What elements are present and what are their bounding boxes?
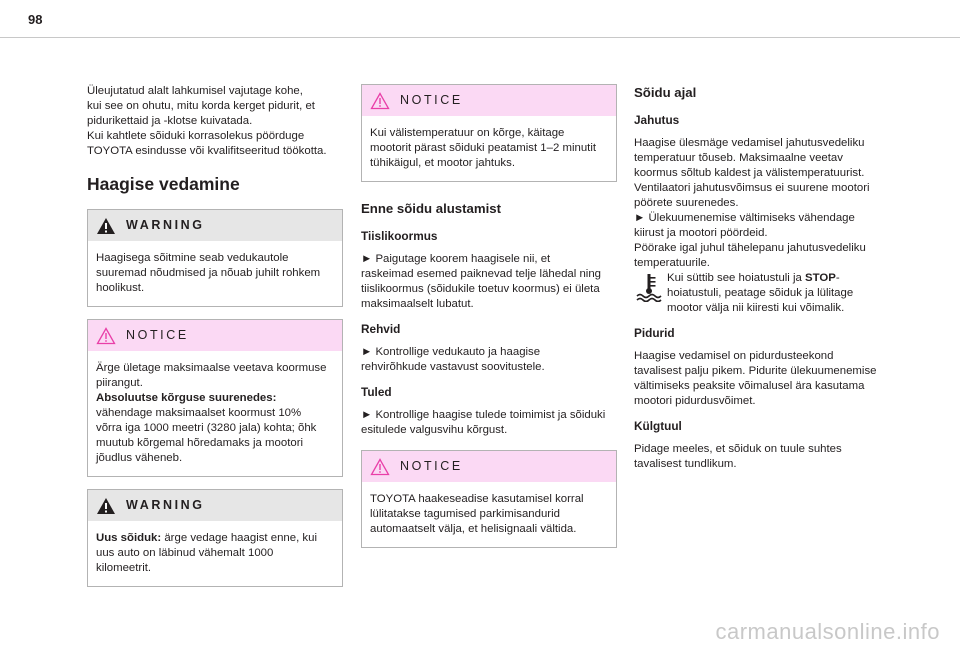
text-line: ► Kontrollige vedukauto ja haagise — [361, 346, 541, 358]
text-line: jõudlus väheneb. — [96, 452, 183, 464]
text-line: Haagisega sõitmine seab vedukautole — [96, 252, 289, 264]
text-line: tavalisest tundlikum. — [634, 458, 737, 470]
section-heading-before-driving: Enne sõidu alustamist — [361, 201, 501, 216]
text-line: Haagise ülesmäge vedamisel jahutusvedeliku — [634, 137, 865, 149]
warning-title: WARNING — [126, 498, 205, 512]
notice-box-body — [88, 351, 342, 476]
text-line: Kui kahtlete sõiduki korrasolekus pöörduge — [87, 130, 305, 142]
warning-box-body — [88, 521, 342, 586]
text-line: tühikäigul, et mootor jahtuks. — [370, 157, 515, 169]
text-line: ärge vedage haagist enne, kui — [161, 532, 317, 544]
page-number: 98 — [28, 12, 43, 27]
text-line: rehvirõhkude vastavust soovitustele. — [361, 361, 545, 373]
bold-text: Absoluutse kõrguse suurenedes: — [96, 392, 277, 404]
coolant-temperature-icon — [634, 272, 664, 302]
text-line: mootorit pärast sõiduki peatamist 1–2 minutit — [370, 142, 597, 154]
text-line: ► Paigutage koorem haagisele nii, et — [361, 253, 551, 265]
warning-box — [87, 209, 343, 307]
text-line: vähendage maksimaalset koormust 10% — [96, 407, 302, 419]
column-left — [87, 84, 343, 599]
section-heading-towing: Haagise vedamine — [87, 174, 240, 194]
text-line: kilomeetrit. — [96, 562, 152, 574]
text-line: võrra iga 1000 meetri (3280 jala) kohta; õhk — [96, 422, 317, 434]
text-line: suuremad nõudmised ja nõuab juhilt rohkem — [96, 267, 321, 279]
notice-box — [361, 450, 617, 548]
notice-title: NOTICE — [400, 93, 463, 107]
text-line: TOYOTA haakeseadise kasutamisel korral — [370, 493, 584, 505]
coolant-warning-paragraph — [634, 271, 890, 316]
notice-box-header — [88, 320, 342, 351]
text-line: ► Kontrollige haagise tulede toimimist ja sõiduki — [361, 409, 606, 421]
text-line: pöörete suurenedes. — [634, 197, 739, 209]
paragraph — [361, 345, 617, 375]
warning-triangle-icon — [96, 217, 116, 235]
text-line: kui see on ohutu, mitu korda kerget pidurit, et — [87, 100, 315, 112]
text-line: uus auto on läbinud vähemalt 1000 — [96, 547, 274, 559]
text-line: lülitatakse tagumised parkimisandurid — [370, 508, 560, 520]
text-line: Ärge ületage maksimaalse veetava koormuse — [96, 362, 327, 374]
header-divider — [0, 37, 960, 38]
subheading-brakes: Pidurid — [634, 326, 675, 340]
text-line: esitulede valgusvihu kõrgust. — [361, 424, 508, 436]
subheading-lights: Tuled — [361, 385, 392, 399]
notice-box-header — [362, 85, 616, 116]
text-line: Kui välistemperatuur on kõrge, käitage — [370, 127, 565, 139]
warning-box-header — [88, 490, 342, 521]
column-right — [634, 84, 890, 482]
text-line: automaatselt välja, et helisignaali vältida. — [370, 523, 577, 535]
text-line: Pöörake igal juhul tähelepanu jahutusvedeliku — [634, 242, 866, 254]
text-line: vältimiseks peaksite võimalusel ära kasutama — [634, 380, 865, 392]
subheading-tongue-load: Tiislikoormus — [361, 229, 438, 243]
text-line: maksimaalselt lubatut. — [361, 298, 474, 310]
text-line: tiislikoormus (sõidukile toetuv koormus) ei ületa — [361, 283, 600, 295]
warning-triangle-icon — [96, 497, 116, 515]
notice-box — [87, 319, 343, 477]
text-line: piduri​kettaid ja -klotse kuivatada. — [87, 115, 253, 127]
notice-box-body — [362, 116, 616, 181]
paragraph — [634, 442, 890, 472]
paragraph — [634, 349, 890, 409]
text-line: - — [835, 272, 840, 284]
warning-box-body — [88, 241, 342, 306]
intro-paragraph — [87, 84, 343, 159]
text-line: Kui süttib see hoiatustuli ja — [667, 272, 806, 284]
notice-triangle-icon — [96, 327, 116, 345]
text-line: koormus sõltub kaldest ja välistemperatuurist. — [634, 167, 865, 179]
text-line: raskeimad esemed paiknevad telje lähedal ning — [361, 268, 601, 280]
notice-title: NOTICE — [126, 328, 189, 342]
bold-text: Uus sõiduk: — [96, 532, 162, 544]
subheading-crosswind: Külgtuul — [634, 419, 682, 433]
subheading-tyres: Rehvid — [361, 322, 401, 336]
section-heading-while-driving: Sõidu ajal — [634, 85, 697, 100]
text-line: mootor välja nii kiiresti kui võimalik. — [667, 302, 845, 314]
watermark: carmanualsonline.info — [715, 619, 940, 644]
text-line: hoolikust. — [96, 282, 145, 294]
text-line: TOYOTA esindusse või kvalifitseeritud töökotta. — [87, 145, 327, 157]
text-line: Üleujutatud alalt lahkumisel vajutage kohe, — [87, 85, 303, 97]
column-middle — [361, 84, 617, 560]
text-line: Pidage meeles, et sõiduk on tuule suhtes — [634, 443, 842, 455]
paragraph — [361, 252, 617, 312]
notice-title: NOTICE — [400, 459, 463, 473]
paragraph — [634, 136, 890, 271]
paragraph — [361, 408, 617, 438]
text-line: Ventilaatori jahutusvõimsus ei suurene mootori — [634, 182, 870, 194]
text-line: ► Ülekuumenemise vältimiseks vähendage — [634, 212, 855, 224]
warning-box — [87, 489, 343, 587]
text-line: temperatuur tõuseb. Maksimaalne veetav — [634, 152, 843, 164]
text-line: piirangut. — [96, 377, 143, 389]
warning-box-header — [88, 210, 342, 241]
stop-label: STOP — [805, 272, 836, 284]
text-line: hoiatustuli, peatage sõiduk ja lülitage — [667, 287, 854, 299]
text-line: Haagise vedamisel on pidurdusteekond — [634, 350, 834, 362]
notice-box-header — [362, 451, 616, 482]
subheading-cooling: Jahutus — [634, 113, 680, 127]
warning-title: WARNING — [126, 218, 205, 232]
notice-triangle-icon — [370, 92, 390, 110]
notice-box — [361, 84, 617, 182]
notice-box-body — [362, 482, 616, 547]
text-line: kiirust ja mootori pöördeid. — [634, 227, 768, 239]
notice-triangle-icon — [370, 458, 390, 476]
text-line: muutub kõrgemal hõredamaks ja mootori — [96, 437, 304, 449]
text-line: temperatuurile. — [634, 257, 710, 269]
text-line: tavalisest palju pikem. Pidurite ülekuumenemise — [634, 365, 877, 377]
text-line: mootori pidurdusvõimet. — [634, 395, 756, 407]
